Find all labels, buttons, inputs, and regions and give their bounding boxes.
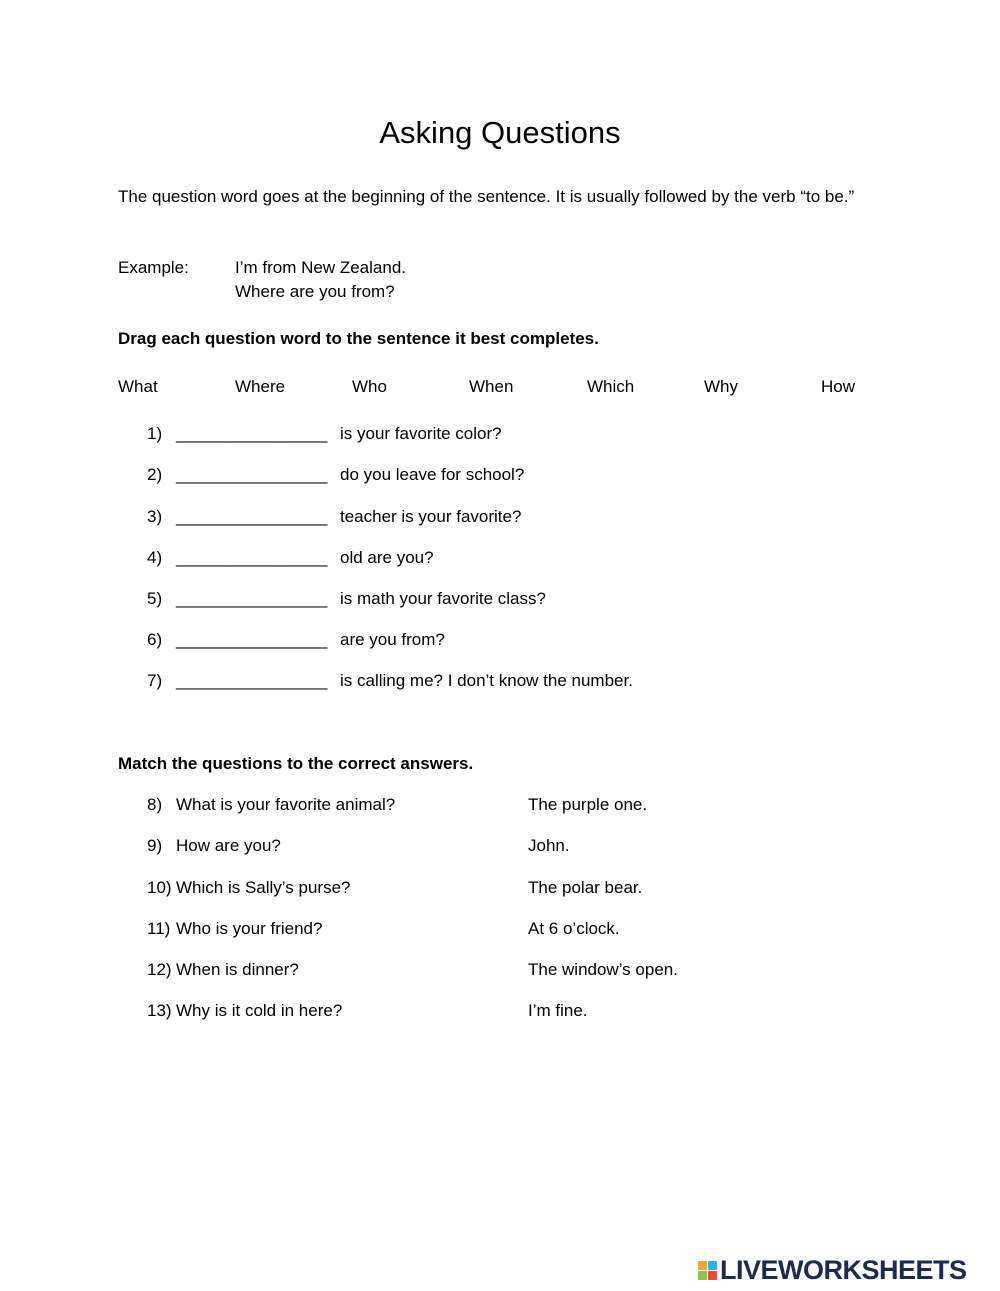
item-number: 8)	[147, 795, 163, 814]
item-number: 3)	[147, 507, 163, 526]
item-number: 9)	[147, 836, 163, 855]
match-answer[interactable]: I’m fine.	[528, 1001, 588, 1020]
blank-drop-zone[interactable]: ________________	[176, 548, 328, 567]
match-question[interactable]: When is dinner?	[176, 960, 299, 979]
sentence-text: old are you?	[340, 548, 434, 567]
match-answer[interactable]: At 6 o’clock.	[528, 919, 620, 938]
word-where[interactable]: Where	[235, 377, 286, 396]
sentence-text: teacher is your favorite?	[340, 507, 522, 526]
sentence-text: is calling me? I don’t know the number.	[340, 671, 633, 690]
example-label: Example:	[118, 258, 189, 277]
blank-drop-zone[interactable]: ________________	[176, 465, 328, 484]
word-which[interactable]: Which	[587, 377, 635, 396]
match-question[interactable]: Which is Sally’s purse?	[176, 878, 351, 897]
word-what[interactable]: What	[118, 377, 158, 396]
item-number: 11)	[147, 919, 171, 938]
word-how[interactable]: How	[821, 377, 856, 396]
page-title: Asking Questions	[379, 115, 621, 150]
item-number: 6)	[147, 630, 163, 649]
section1-heading: Drag each question word to the sentence it best completes.	[118, 329, 599, 348]
sentence-text: is your favorite color?	[340, 424, 502, 443]
match-question[interactable]: Who is your friend?	[176, 919, 323, 938]
example-line-2: Where are you from?	[235, 282, 395, 301]
match-question[interactable]: How are you?	[176, 836, 281, 855]
match-answer[interactable]: The purple one.	[528, 795, 648, 814]
word-when[interactable]: When	[469, 377, 514, 396]
item-number: 10)	[147, 878, 172, 897]
item-number: 7)	[147, 671, 163, 690]
match-question[interactable]: Why is it cold in here?	[176, 1001, 343, 1020]
item-number: 5)	[147, 589, 163, 608]
item-number: 12)	[147, 960, 172, 979]
word-who[interactable]: Who	[352, 377, 387, 396]
sentence-text: is math your favorite class?	[340, 589, 546, 608]
word-why[interactable]: Why	[704, 377, 738, 396]
item-number: 13)	[147, 1001, 172, 1020]
blank-drop-zone[interactable]: ________________	[176, 671, 328, 690]
intro-text: The question word goes at the beginning of the sentence. It is usually followed by the verb “to be.”	[118, 187, 855, 206]
brand-name: LIVEWORKSHEETS	[720, 1254, 967, 1285]
item-number: 2)	[147, 465, 163, 484]
sentence-text: do you leave for school?	[340, 465, 525, 484]
match-question[interactable]: What is your favorite animal?	[176, 795, 396, 814]
match-answer[interactable]: The window’s open.	[528, 960, 678, 979]
item-number: 1)	[147, 424, 163, 443]
logo-blocks-icon	[698, 1261, 717, 1280]
sentence-text: are you from?	[340, 630, 445, 649]
blank-drop-zone[interactable]: ________________	[176, 424, 328, 443]
blank-drop-zone[interactable]: ________________	[176, 630, 328, 649]
item-number: 4)	[147, 548, 163, 567]
section2-heading: Match the questions to the correct answers.	[118, 754, 474, 773]
blank-drop-zone[interactable]: ________________	[176, 589, 328, 608]
match-answer[interactable]: John.	[528, 836, 570, 855]
liveworksheets-logo	[698, 1256, 967, 1284]
example-line-1: I’m from New Zealand.	[235, 258, 406, 277]
match-answer[interactable]: The polar bear.	[528, 878, 643, 897]
blank-drop-zone[interactable]: ________________	[176, 507, 328, 526]
